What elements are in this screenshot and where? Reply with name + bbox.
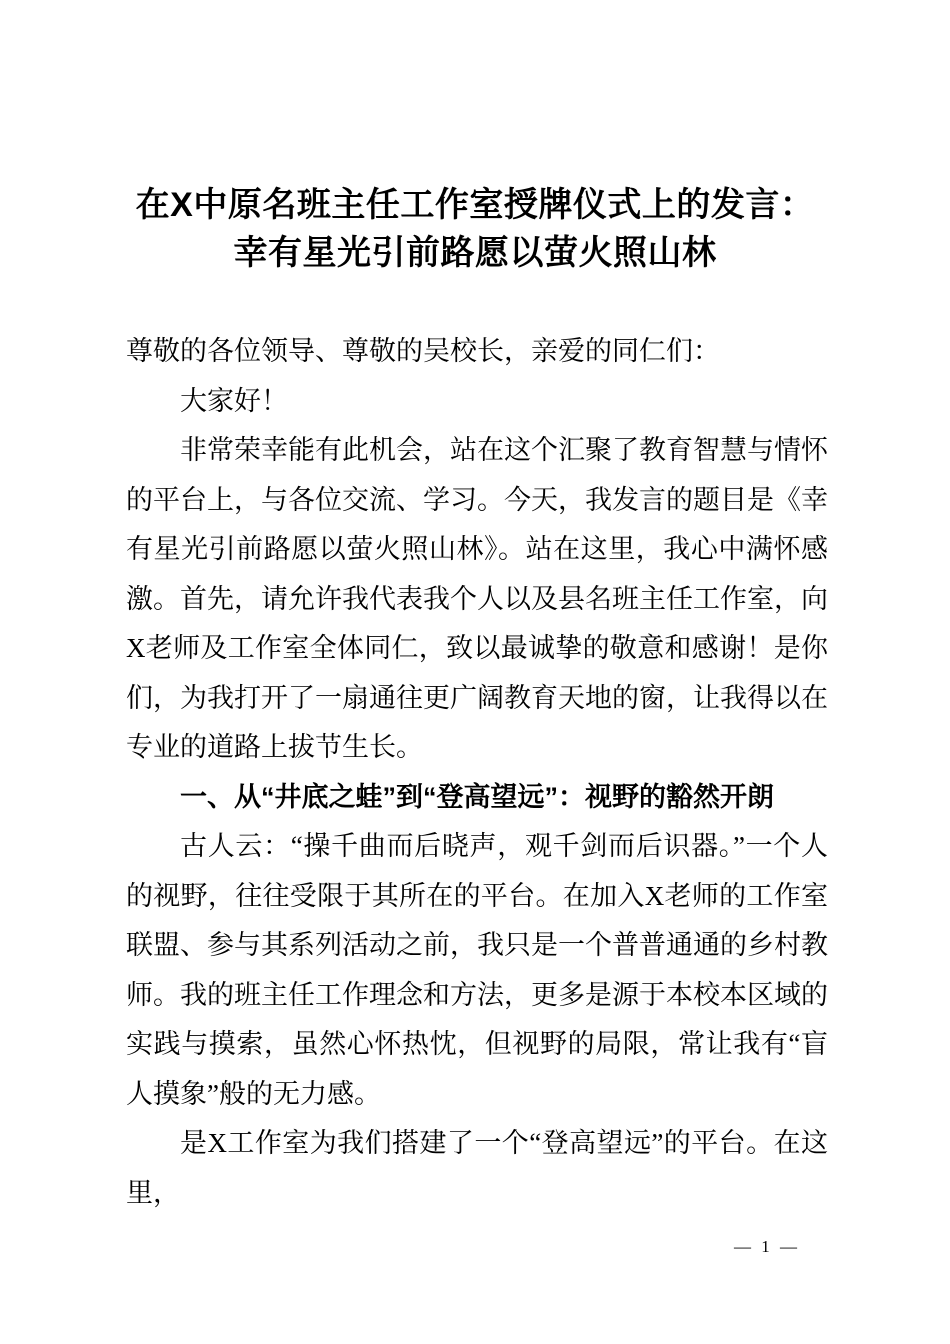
paragraph-greeting: 大家好！ xyxy=(180,385,288,416)
salutation-line: 尊敬的各位领导、尊敬的吴校长，亲爱的同仁们： xyxy=(126,336,720,366)
document-title-line-1: 在X中原名班主任工作室授牌仪式上的发言： xyxy=(135,186,815,224)
section-heading-1: 一、从“井底之蛙”到“登高望远”：视野的豁然开朗 xyxy=(180,781,774,812)
document-body xyxy=(0,327,828,1218)
page-number: — 1 — xyxy=(734,1237,800,1256)
paragraph-section1-body: 古人云：“操千曲而后晓声，观千剑而后识器。”一个人的视野，往往受限于其所在的平台。在加入X老师的工作室联盟、参与其系列活动之前，我只是一个普普通通的乡村教师。我的班主任工作理念和方法，更多是源于本校本区域的实践与摸索，虽然心怀热忱，但视野的局限，常让我有“盲人摸象”般的无力感。 xyxy=(126,831,828,1109)
paragraph-section1-continued: 是X工作室为我们搭建了一个“登高望远”的平台。在这里， xyxy=(126,1128,828,1208)
document-title xyxy=(0,0,950,277)
document-title-line-2: 幸有星光引前路愿以萤火照山林 xyxy=(233,234,717,272)
paragraph-opening: 非常荣幸能有此机会，站在这个汇聚了教育智慧与情怀的平台上，与各位交流、学习。今天，我发言的题目是《幸有星光引前路愿以萤火照山林》。站在这里，我心中满怀感激。首先，请允许我代表我个人以及县名班主任工作室，向X老师及工作室全体同仁，致以最诚挚的敬意和感谢！是你们，为我打开了一扇通往更广阔教育天地的窗，让我得以在专业的道路上拔节生长。 xyxy=(126,435,828,762)
